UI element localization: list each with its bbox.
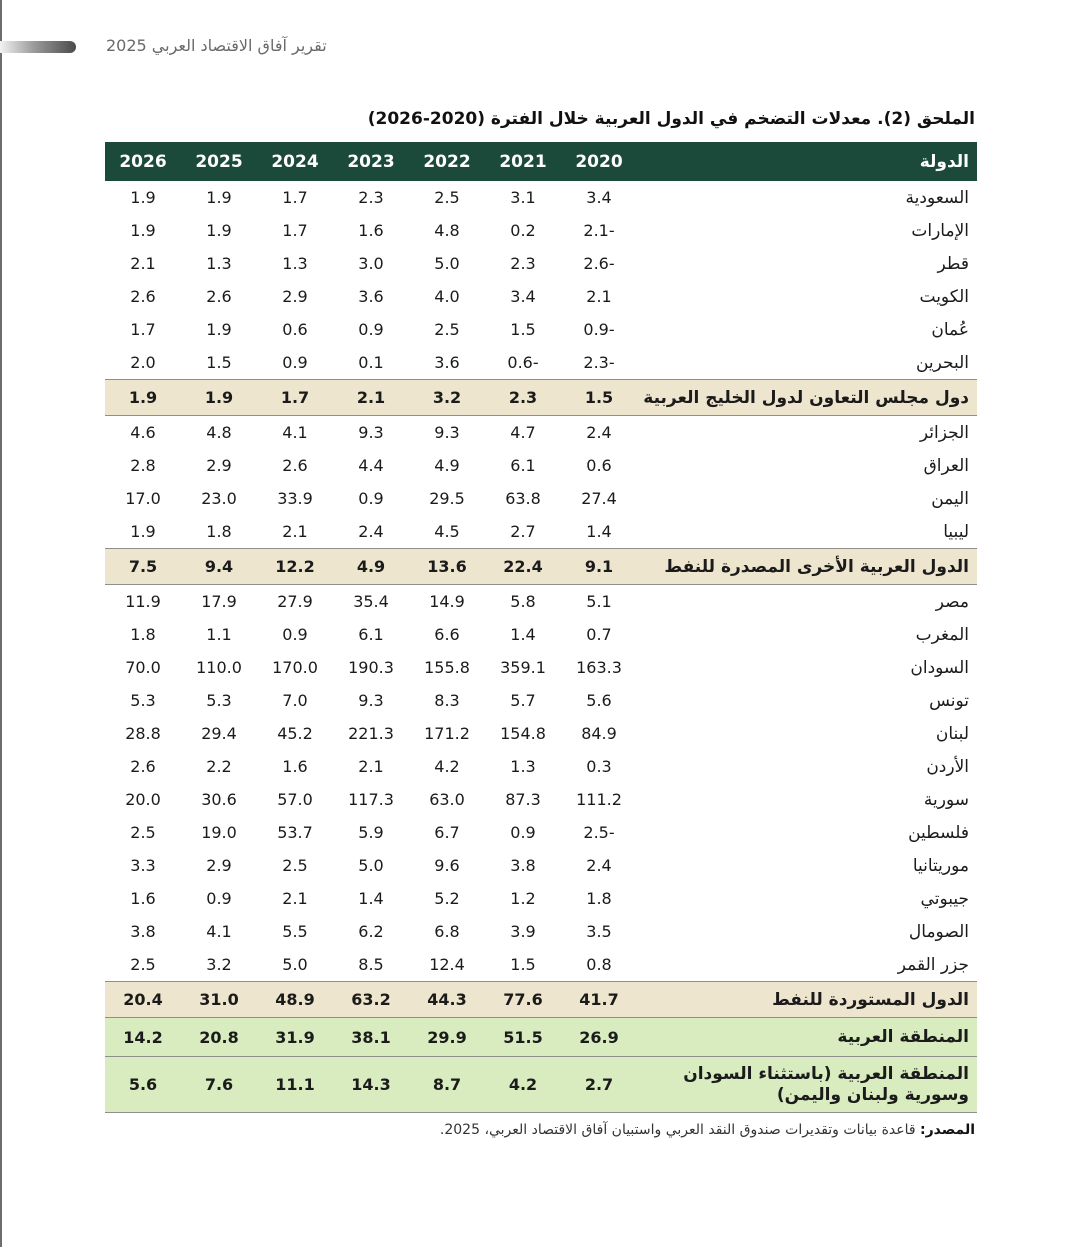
country-cell: العراق — [923, 455, 969, 476]
value-cell: 4.4 — [358, 456, 384, 475]
value-cell: 11.9 — [125, 592, 161, 611]
value-cell: 2.3 — [510, 254, 536, 273]
country-cell: الجزائر — [919, 422, 969, 443]
value-cell: 2.6 — [130, 757, 156, 776]
value-cell: 28.8 — [125, 724, 161, 743]
country-cell: السعودية — [905, 187, 969, 208]
country-cell: الدول المستوردة للنفط — [637, 982, 977, 1018]
value-cell: 2.1 — [586, 287, 612, 306]
running-title: تقرير آفاق الاقتصاد العربي 2025 — [106, 36, 327, 55]
value-cell: 2.5 — [130, 823, 156, 842]
value-cell: 17.9 — [201, 592, 237, 611]
value-cell: 0.9- — [583, 320, 615, 339]
value-cell: 4.7 — [510, 423, 536, 442]
value-cell: 20.4 — [105, 982, 181, 1018]
value-cell: 5.9 — [358, 823, 384, 842]
value-cell: 5.7 — [510, 691, 536, 710]
table-row — [105, 214, 977, 247]
value-cell: 2.1 — [358, 757, 384, 776]
value-cell: 2.6 — [130, 287, 156, 306]
value-cell: 0.9 — [358, 320, 384, 339]
source-text: قاعدة بيانات وتقديرات صندوق النقد العربي واستبيان آفاق الاقتصاد العربي، 2025. — [439, 1122, 916, 1138]
value-cell: 0.9 — [206, 889, 232, 908]
table-row — [105, 585, 977, 619]
value-cell: 4.1 — [282, 423, 308, 442]
value-cell: 8.7 — [409, 1057, 485, 1113]
value-cell: 0.9 — [282, 353, 308, 372]
value-cell: 29.9 — [409, 1018, 485, 1057]
value-cell: 3.6 — [358, 287, 384, 306]
value-cell: 1.4 — [510, 625, 536, 644]
value-cell: 9.6 — [434, 856, 460, 875]
country-cell: اليمن — [931, 488, 969, 509]
source-note — [440, 1122, 975, 1138]
value-cell: 3.8 — [130, 922, 156, 941]
value-cell: 1.2 — [510, 889, 536, 908]
value-cell: 2.8 — [130, 456, 156, 475]
table-row — [105, 618, 977, 651]
country-cell: عُمان — [931, 319, 969, 340]
value-cell: 45.2 — [277, 724, 313, 743]
value-cell: 1.7 — [257, 380, 333, 416]
country-cell: السودان — [910, 657, 969, 678]
value-cell: 1.7 — [130, 320, 156, 339]
value-cell: 154.8 — [500, 724, 546, 743]
value-cell: 87.3 — [505, 790, 541, 809]
country-cell: ليبيا — [943, 521, 969, 542]
country-cell: الكويت — [919, 286, 969, 307]
country-cell: البحرين — [915, 352, 969, 373]
value-cell: 4.1 — [206, 922, 232, 941]
table-header-row — [105, 142, 977, 181]
value-cell: 63.0 — [429, 790, 465, 809]
value-cell: 2.3- — [583, 353, 615, 372]
value-cell: 5.0 — [358, 856, 384, 875]
table-row — [105, 915, 977, 948]
value-cell: 17.0 — [125, 489, 161, 508]
value-cell: 3.0 — [358, 254, 384, 273]
country-cell: دول مجلس التعاون لدول الخليج العربية — [637, 380, 977, 416]
value-cell: 2.6- — [583, 254, 615, 273]
value-cell: 9.3 — [358, 691, 384, 710]
value-cell: 1.5 — [510, 320, 536, 339]
country-cell: مصر — [935, 591, 969, 612]
value-cell: 29.4 — [201, 724, 237, 743]
value-cell: 29.5 — [429, 489, 465, 508]
value-cell: 53.7 — [277, 823, 313, 842]
year-header: 2024 — [257, 142, 333, 181]
value-cell: 2.6 — [206, 287, 232, 306]
year-header: 2020 — [561, 142, 637, 181]
value-cell: 2.1 — [282, 522, 308, 541]
value-cell: 1.7 — [282, 188, 308, 207]
value-cell: 9.3 — [358, 423, 384, 442]
table-row — [105, 651, 977, 684]
value-cell: 1.3 — [282, 254, 308, 273]
value-cell: 9.1 — [561, 549, 637, 585]
value-cell: 1.9 — [130, 188, 156, 207]
country-cell: الأردن — [926, 756, 969, 777]
table-row — [105, 482, 977, 515]
country-cell: الدول العربية الأخرى المصدرة للنفط — [637, 549, 977, 585]
region-total-row — [105, 1018, 977, 1057]
value-cell: 2.9 — [282, 287, 308, 306]
table-row — [105, 449, 977, 482]
value-cell: 110.0 — [196, 658, 242, 677]
country-cell: موريتانيا — [912, 855, 969, 876]
value-cell: 63.8 — [505, 489, 541, 508]
value-cell: 7.6 — [181, 1057, 257, 1113]
table-row — [105, 515, 977, 549]
value-cell: 8.5 — [358, 955, 384, 974]
value-cell: 1.6 — [282, 757, 308, 776]
country-cell: جزر القمر — [897, 954, 969, 975]
year-header: 2026 — [105, 142, 181, 181]
value-cell: 170.0 — [272, 658, 318, 677]
value-cell: 27.4 — [581, 489, 617, 508]
table-row — [105, 313, 977, 346]
value-cell: 13.6 — [409, 549, 485, 585]
year-header: 2022 — [409, 142, 485, 181]
value-cell: 3.4 — [586, 188, 612, 207]
value-cell: 2.9 — [206, 456, 232, 475]
value-cell: 171.2 — [424, 724, 470, 743]
value-cell: 1.6 — [130, 889, 156, 908]
value-cell: 51.5 — [485, 1018, 561, 1057]
value-cell: 1.9 — [206, 221, 232, 240]
value-cell: 2.4 — [358, 522, 384, 541]
value-cell: 0.8 — [586, 955, 612, 974]
value-cell: 1.3 — [206, 254, 232, 273]
value-cell: 2.5- — [583, 823, 615, 842]
table-row — [105, 684, 977, 717]
value-cell: 7.5 — [105, 549, 181, 585]
value-cell: 3.4 — [510, 287, 536, 306]
country-cell: جيبوتي — [920, 888, 969, 909]
value-cell: 0.9 — [510, 823, 536, 842]
value-cell: 8.3 — [434, 691, 460, 710]
value-cell: 1.4 — [358, 889, 384, 908]
value-cell: 33.9 — [277, 489, 313, 508]
value-cell: 84.9 — [581, 724, 617, 743]
country-cell: المنطقة العربية — [637, 1018, 977, 1057]
value-cell: 0.9 — [282, 625, 308, 644]
value-cell: 6.1 — [510, 456, 536, 475]
value-cell: 6.8 — [434, 922, 460, 941]
value-cell: 3.3 — [130, 856, 156, 875]
value-cell: 0.6- — [507, 353, 539, 372]
subtotal-row — [105, 549, 977, 585]
value-cell: 2.5 — [282, 856, 308, 875]
value-cell: 1.9 — [130, 221, 156, 240]
value-cell: 1.9 — [206, 188, 232, 207]
value-cell: 11.1 — [257, 1057, 333, 1113]
value-cell: 41.7 — [561, 982, 637, 1018]
value-cell: 77.6 — [485, 982, 561, 1018]
value-cell: 0.2 — [510, 221, 536, 240]
value-cell: 0.6 — [586, 456, 612, 475]
value-cell: 2.1- — [583, 221, 615, 240]
country-cell: المغرب — [915, 624, 969, 645]
value-cell: 2.3 — [485, 380, 561, 416]
value-cell: 14.9 — [429, 592, 465, 611]
value-cell: 6.2 — [358, 922, 384, 941]
value-cell: 2.2 — [206, 757, 232, 776]
table-row — [105, 948, 977, 982]
value-cell: 1.9 — [181, 380, 257, 416]
value-cell: 2.1 — [333, 380, 409, 416]
value-cell: 5.6 — [586, 691, 612, 710]
value-cell: 5.3 — [206, 691, 232, 710]
value-cell: 1.5 — [206, 353, 232, 372]
table-row — [105, 181, 977, 214]
value-cell: 1.8 — [206, 522, 232, 541]
value-cell: 2.4 — [586, 856, 612, 875]
value-cell: 6.6 — [434, 625, 460, 644]
value-cell: 0.9 — [358, 489, 384, 508]
value-cell: 14.3 — [333, 1057, 409, 1113]
value-cell: 6.1 — [358, 625, 384, 644]
year-header: 2021 — [485, 142, 561, 181]
table-row — [105, 750, 977, 783]
value-cell: 4.5 — [434, 522, 460, 541]
value-cell: 1.8 — [586, 889, 612, 908]
value-cell: 2.5 — [130, 955, 156, 974]
country-cell: سورية — [923, 789, 969, 810]
value-cell: 117.3 — [348, 790, 394, 809]
value-cell: 4.6 — [130, 423, 156, 442]
value-cell: 0.7 — [586, 625, 612, 644]
value-cell: 3.9 — [510, 922, 536, 941]
value-cell: 20.8 — [181, 1018, 257, 1057]
country-cell: المنطقة العربية (باستثناء السودان وسورية ولبنان واليمن) — [637, 1057, 977, 1113]
value-cell: 1.8 — [130, 625, 156, 644]
value-cell: 31.9 — [257, 1018, 333, 1057]
value-cell: 3.8 — [510, 856, 536, 875]
value-cell: 4.8 — [434, 221, 460, 240]
value-cell: 63.2 — [333, 982, 409, 1018]
value-cell: 9.3 — [434, 423, 460, 442]
table-row — [105, 416, 977, 450]
value-cell: 2.9 — [206, 856, 232, 875]
value-cell: 1.7 — [282, 221, 308, 240]
value-cell: 4.2 — [485, 1057, 561, 1113]
value-cell: 3.2 — [206, 955, 232, 974]
value-cell: 5.1 — [586, 592, 612, 611]
value-cell: 5.3 — [130, 691, 156, 710]
value-cell: 4.2 — [434, 757, 460, 776]
value-cell: 3.5 — [586, 922, 612, 941]
value-cell: 2.0 — [130, 353, 156, 372]
value-cell: 4.8 — [206, 423, 232, 442]
value-cell: 2.3 — [358, 188, 384, 207]
value-cell: 1.9 — [130, 522, 156, 541]
value-cell: 3.2 — [409, 380, 485, 416]
table-row — [105, 816, 977, 849]
value-cell: 163.3 — [576, 658, 622, 677]
table-row — [105, 849, 977, 882]
value-cell: 1.5 — [510, 955, 536, 974]
subtotal-row — [105, 982, 977, 1018]
value-cell: 12.4 — [429, 955, 465, 974]
inflation-table — [105, 142, 977, 1113]
value-cell: 5.0 — [434, 254, 460, 273]
value-cell: 48.9 — [257, 982, 333, 1018]
country-cell: الصومال — [908, 921, 969, 942]
value-cell: 57.0 — [277, 790, 313, 809]
value-cell: 4.9 — [434, 456, 460, 475]
value-cell: 5.2 — [434, 889, 460, 908]
value-cell: 2.5 — [434, 188, 460, 207]
table-row — [105, 346, 977, 380]
value-cell: 2.7 — [561, 1057, 637, 1113]
value-cell: 359.1 — [500, 658, 546, 677]
table-body — [105, 181, 977, 1113]
value-cell: 1.9 — [206, 320, 232, 339]
country-cell: قطر — [937, 253, 969, 274]
value-cell: 5.6 — [105, 1057, 181, 1113]
year-header: 2025 — [181, 142, 257, 181]
country-cell: تونس — [929, 690, 969, 711]
value-cell: 19.0 — [201, 823, 237, 842]
value-cell: 1.5 — [561, 380, 637, 416]
value-cell: 27.9 — [277, 592, 313, 611]
value-cell: 38.1 — [333, 1018, 409, 1057]
value-cell: 20.0 — [125, 790, 161, 809]
value-cell: 2.1 — [282, 889, 308, 908]
value-cell: 1.9 — [105, 380, 181, 416]
value-cell: 2.6 — [282, 456, 308, 475]
value-cell: 2.4 — [586, 423, 612, 442]
value-cell: 4.0 — [434, 287, 460, 306]
country-cell: فلسطين — [908, 822, 969, 843]
value-cell: 35.4 — [353, 592, 389, 611]
value-cell: 9.4 — [181, 549, 257, 585]
table-row — [105, 280, 977, 313]
page-edge-rule — [0, 0, 2, 1247]
value-cell: 26.9 — [561, 1018, 637, 1057]
value-cell: 14.2 — [105, 1018, 181, 1057]
value-cell: 31.0 — [181, 982, 257, 1018]
value-cell: 190.3 — [348, 658, 394, 677]
value-cell: 5.8 — [510, 592, 536, 611]
value-cell: 2.5 — [434, 320, 460, 339]
value-cell: 2.7 — [510, 522, 536, 541]
region-total-row — [105, 1057, 977, 1113]
subtotal-row — [105, 380, 977, 416]
value-cell: 1.6 — [358, 221, 384, 240]
value-cell: 5.0 — [282, 955, 308, 974]
value-cell: 155.8 — [424, 658, 470, 677]
value-cell: 221.3 — [348, 724, 394, 743]
value-cell: 1.1 — [206, 625, 232, 644]
value-cell: 1.4 — [586, 522, 612, 541]
value-cell: 111.2 — [576, 790, 622, 809]
table-row — [105, 247, 977, 280]
value-cell: 44.3 — [409, 982, 485, 1018]
value-cell: 4.9 — [333, 549, 409, 585]
value-cell: 7.0 — [282, 691, 308, 710]
value-cell: 30.6 — [201, 790, 237, 809]
country-cell: الإمارات — [911, 220, 969, 241]
value-cell: 5.5 — [282, 922, 308, 941]
table-caption: الملحق (2). معدلات التضخم في الدول العربية خلال الفترة (2020-2026) — [367, 109, 975, 129]
value-cell: 0.1 — [358, 353, 384, 372]
value-cell: 12.2 — [257, 549, 333, 585]
value-cell: 22.4 — [485, 549, 561, 585]
value-cell: 0.3 — [586, 757, 612, 776]
table-row — [105, 882, 977, 915]
value-cell: 3.1 — [510, 188, 536, 207]
value-cell: 2.1 — [130, 254, 156, 273]
value-cell: 23.0 — [201, 489, 237, 508]
header-decoration-bar — [0, 41, 76, 53]
table-row — [105, 783, 977, 816]
year-header: 2023 — [333, 142, 409, 181]
country-column-header: الدولة — [637, 142, 977, 181]
value-cell: 6.7 — [434, 823, 460, 842]
source-label: المصدر: — [920, 1122, 975, 1138]
table-row — [105, 717, 977, 750]
value-cell: 70.0 — [125, 658, 161, 677]
value-cell: 0.6 — [282, 320, 308, 339]
value-cell: 3.6 — [434, 353, 460, 372]
value-cell: 1.3 — [510, 757, 536, 776]
country-cell: لبنان — [935, 723, 969, 744]
